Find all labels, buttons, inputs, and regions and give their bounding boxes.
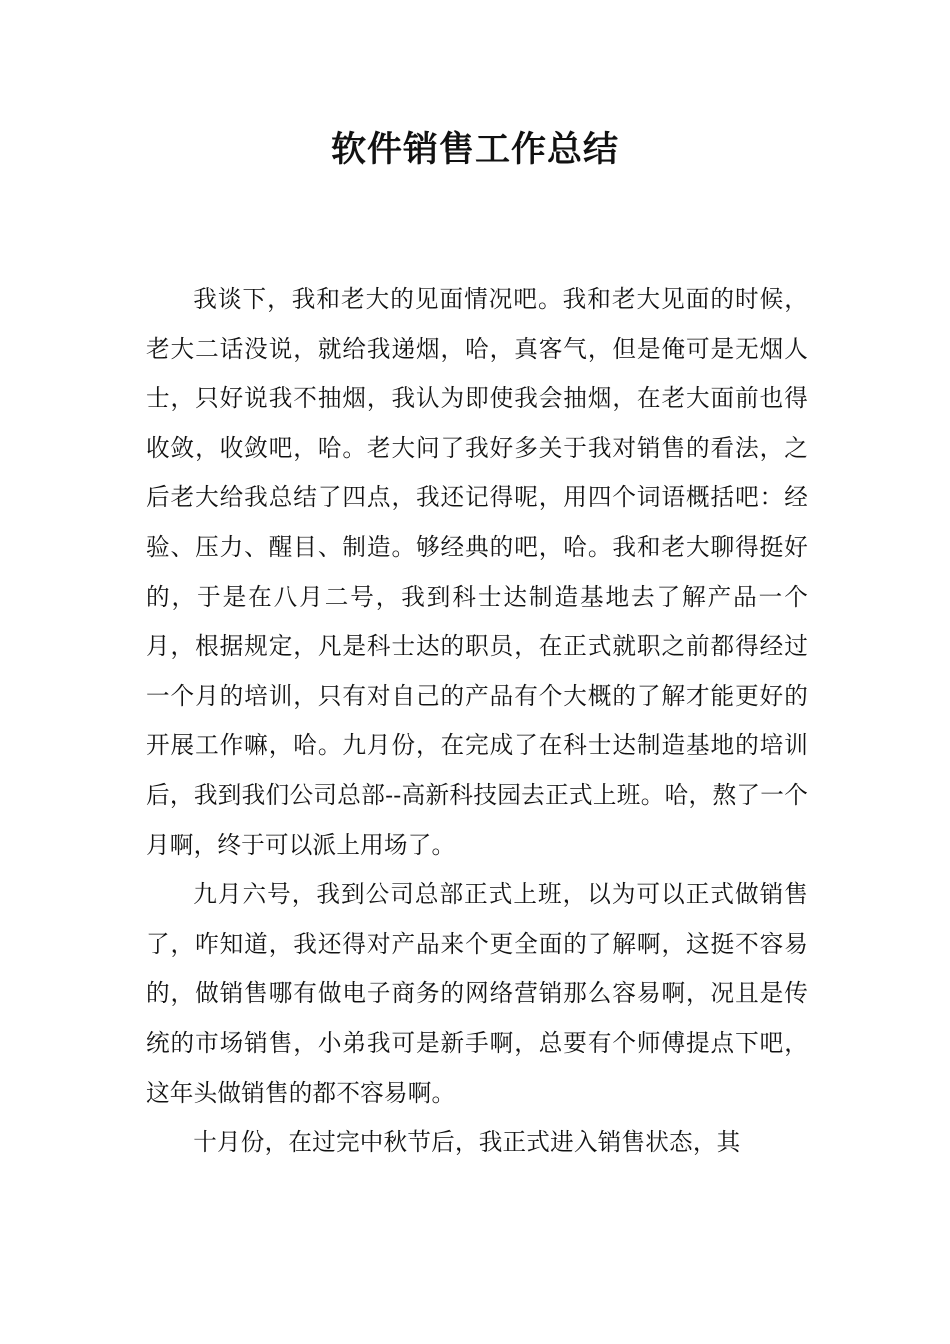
- document-body: [146, 275, 808, 1168]
- paragraph-2: 九月六号，我到公司总部正式上班，以为可以正式做销售了，咋知道，我还得对产品来个更全面的了解啊，这挺不容易的，做销售哪有做电子商务的网络营销那么容易啊，况且是传统的市场销售，小弟我可是新手啊，总要有个师傅提点下吧，这年头做销售的都不容易啊。: [146, 880, 808, 1107]
- paragraph-1: 我谈下，我和老大的见面情况吧。我和老大见面的时候，老大二话没说，就给我递烟，哈，真客气，但是俺可是无烟人士，只好说我不抽烟，我认为即使我会抽烟，在老大面前也得收敛，收敛吧，哈。老大问了我好多关于我对销售的看法，之后老大给我总结了四点，我还记得呢，用四个词语概括吧：经验、压力、醒目、制造。够经典的吧，哈。我和老大聊得挺好的，于是在八月二号，我到科士达制造基地去了解产品一个月，根据规定，凡是科士达的职员，在正式就职之前都得经过一个月的培训，只有对自己的产品有个大概的了解才能更好的开展工作嘛，哈。九月份，在完成了在科士达制造基地的培训后，我到我们公司总部--高新科技园去正式上班。哈，熬了一个月啊，终于可以派上用场了。: [146, 285, 808, 859]
- paragraph-3: 十月份，在过完中秋节后，我正式进入销售状态，其: [193, 1128, 741, 1157]
- document-title: 软件销售工作总结: [330, 130, 619, 170]
